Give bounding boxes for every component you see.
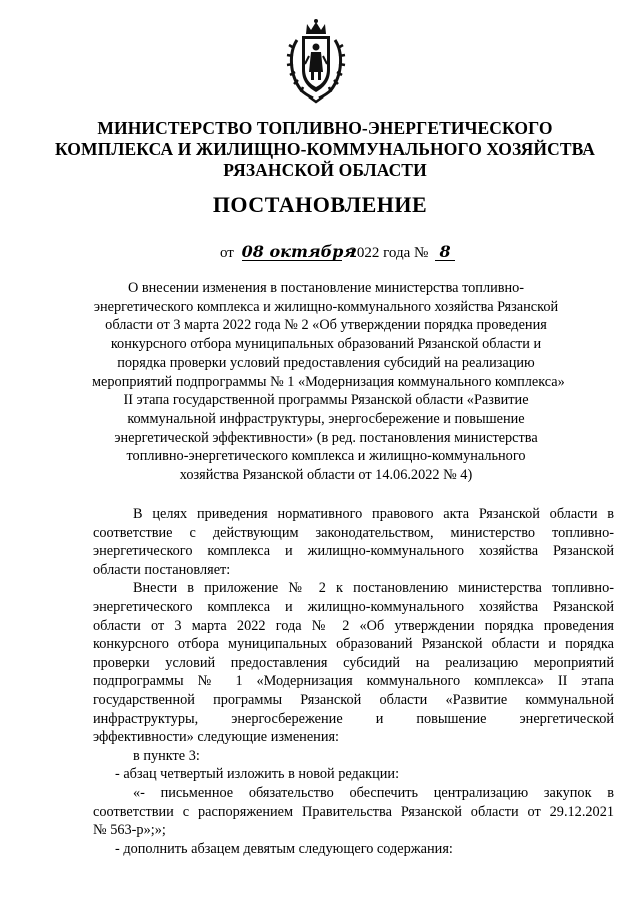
document-subject: [92, 279, 565, 485]
subject-line: топливно-энергетического комплекса и жилищно-коммунального: [126, 448, 526, 465]
handwritten-date: 08 октября: [241, 242, 357, 261]
ministry-line: КОМПЛЕКСА И ЖИЛИЩНО-КОММУНАЛЬНОГО ХОЗЯЙСТВА: [54, 139, 596, 159]
sub-item: - дополнить абзацем девятым следующего содержания:: [115, 840, 453, 857]
subject-line: области от 3 марта 2022 года № 2 «Об утверждении порядка проведения: [105, 317, 547, 334]
body-line: соответствие с действующим законодательством, министерство топливно-: [93, 524, 614, 541]
body-line: энергетического комплекса и жилищно-коммунального хозяйства Рязанской: [93, 543, 614, 560]
quote-line: соответствии с распоряжением Правительства Рязанской области от 29.12.2021: [93, 803, 614, 820]
ministry-line: РЯЗАНСКОЙ ОБЛАСТИ: [223, 160, 427, 180]
document-body: [93, 505, 614, 858]
body-line: энергетического комплекса и жилищно-коммунального хозяйства Рязанской: [93, 598, 614, 615]
subject-line: энергетического комплекса и жилищно-коммунального хозяйства Рязанской: [93, 298, 559, 315]
subject-line: конкурсного отбора муниципальных образований Рязанской области и: [110, 336, 542, 353]
body-line: проверки условий предоставления субсидий на реализацию мероприятий: [93, 654, 614, 671]
year-number-label: 2022 года №: [349, 245, 429, 261]
body-line: конкурсного отбора муниципальных образований Рязанской области и порядка: [93, 636, 614, 653]
subject-line: хозяйства Рязанской области от 14.06.2022 № 4): [179, 467, 473, 484]
body-line: В целях приведения нормативного правового акта Рязанской области в: [133, 506, 614, 522]
body-line: подпрограммы № 1 «Модернизация коммунального комплекса» II этапа: [93, 673, 614, 690]
subject-line: мероприятий подпрограммы № 1 «Модернизация коммунального комплекса»: [92, 373, 565, 390]
coat-of-arms-icon: [285, 18, 347, 104]
handwritten-number: 8: [435, 244, 455, 261]
sub-item: - абзац четвертый изложить в новой редакции:: [115, 766, 400, 783]
quote-line: «- письменное обязательство обеспечить централизацию закупок в: [133, 784, 614, 801]
body-line: государственной программы Рязанской области «Развитие коммунальной: [93, 691, 614, 708]
body-line: инфраструктуры, энергосбережение и повышение энергетической: [93, 710, 614, 727]
body-line: области постановляет:: [93, 561, 231, 578]
body-line: Внести в приложение № 2 к постановлению министерства топливно-: [133, 580, 614, 597]
subject-line: коммунальной инфраструктуры, энергосбережение и повышение: [127, 410, 525, 427]
subject-line: порядка проверки условий предоставления субсидий на реализацию: [117, 354, 535, 371]
date-prefix: от: [220, 245, 234, 261]
item-heading: в пункте 3:: [133, 747, 200, 764]
date-number-line: [220, 244, 455, 262]
body-line: эффективности» следующие изменения:: [93, 729, 340, 746]
subject-line: II этапа государственной программы Рязанской области «Развитие: [123, 392, 529, 409]
body-line: области от 3 марта 2022 года № 2 «Об утверждении порядка проведения: [93, 617, 614, 634]
document-type-title: ПОСТАНОВЛЕНИЕ: [212, 192, 428, 217]
quote-line: № 563-р»;»;: [93, 822, 166, 839]
ministry-line: МИНИСТЕРСТВО ТОПЛИВНО-ЭНЕРГЕТИЧЕСКОГО: [97, 118, 553, 138]
subject-line: О внесении изменения в постановление министерства топливно-: [127, 280, 525, 296]
subject-line: энергетической эффективности» (в ред. постановления министерства: [114, 429, 538, 446]
ministry-name: [40, 118, 610, 181]
